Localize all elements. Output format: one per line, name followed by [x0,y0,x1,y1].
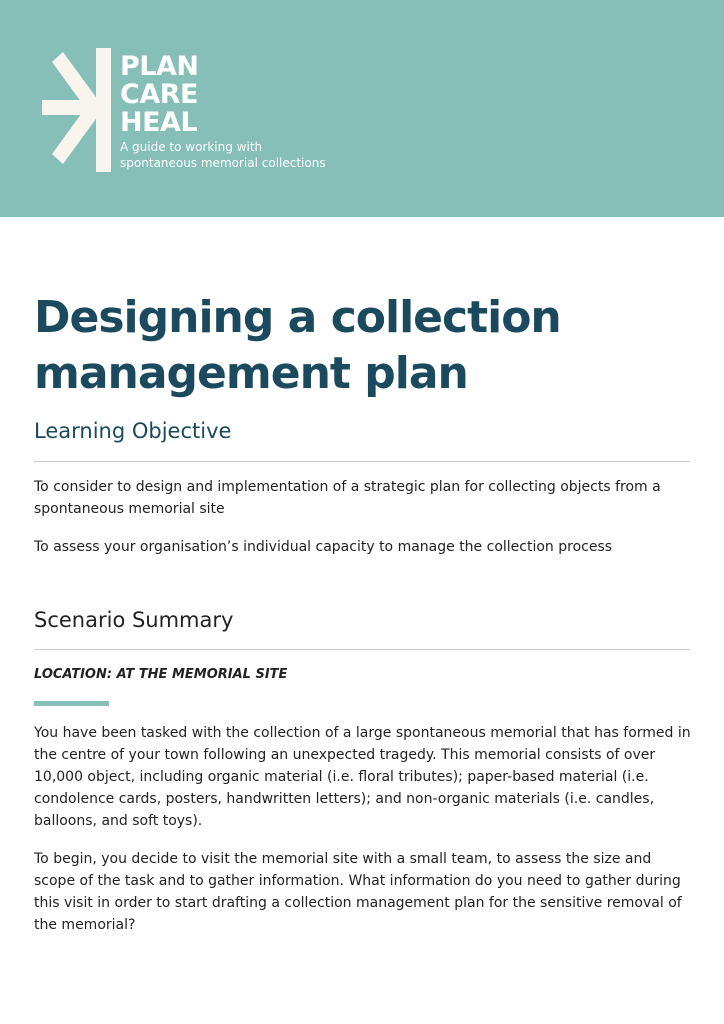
scenario-summary-heading: Scenario Summary [34,608,234,632]
asterisk-arrow-logo-icon [40,46,116,174]
page-title-line: Designing a collection [34,292,561,343]
location-label: LOCATION: AT THE MEMORIAL SITE [34,667,288,682]
header-banner [0,0,724,217]
logo-line: PLAN [120,51,199,82]
logo-wordmark [120,53,199,137]
divider [34,649,690,650]
tagline-line: A guide to working with [120,140,263,154]
page-title [34,290,561,402]
divider [34,461,690,462]
tagline-line: spontaneous memorial collections [120,156,326,170]
scenario-paragraph: To begin, you decide to visit the memorial site with a small team, to assess the size and scope of the task and to gather information. What information do you need to gather during this visit in order to start drafting a collection management plan for the sensitive removal of the memorial? [34,851,682,933]
logo-line: HEAL [120,107,198,138]
logo-tagline [120,139,326,171]
objective-paragraph: To consider to design and implementation of a strategic plan for collecting objects from a spontaneous memorial site [34,479,661,517]
scenario-paragraph: You have been tasked with the collection of a large spontaneous memorial that has formed in the centre of your town following an unexpected tragedy. This memorial consists of over 10,000 object, including organic material (i.e. floral tributes); paper-based material (i.e. condolence cards, posters, handwritten letters); and non-organic materials (i.e. candles, balloons, and soft toys). [34,725,691,829]
objective-paragraph: To assess your organisation’s individual capacity to manage the collection process [34,539,613,555]
logo-line: CARE [120,79,198,110]
learning-objective-heading: Learning Objective [34,419,232,443]
page-title-line: management plan [34,348,468,399]
accent-bar [34,701,109,706]
